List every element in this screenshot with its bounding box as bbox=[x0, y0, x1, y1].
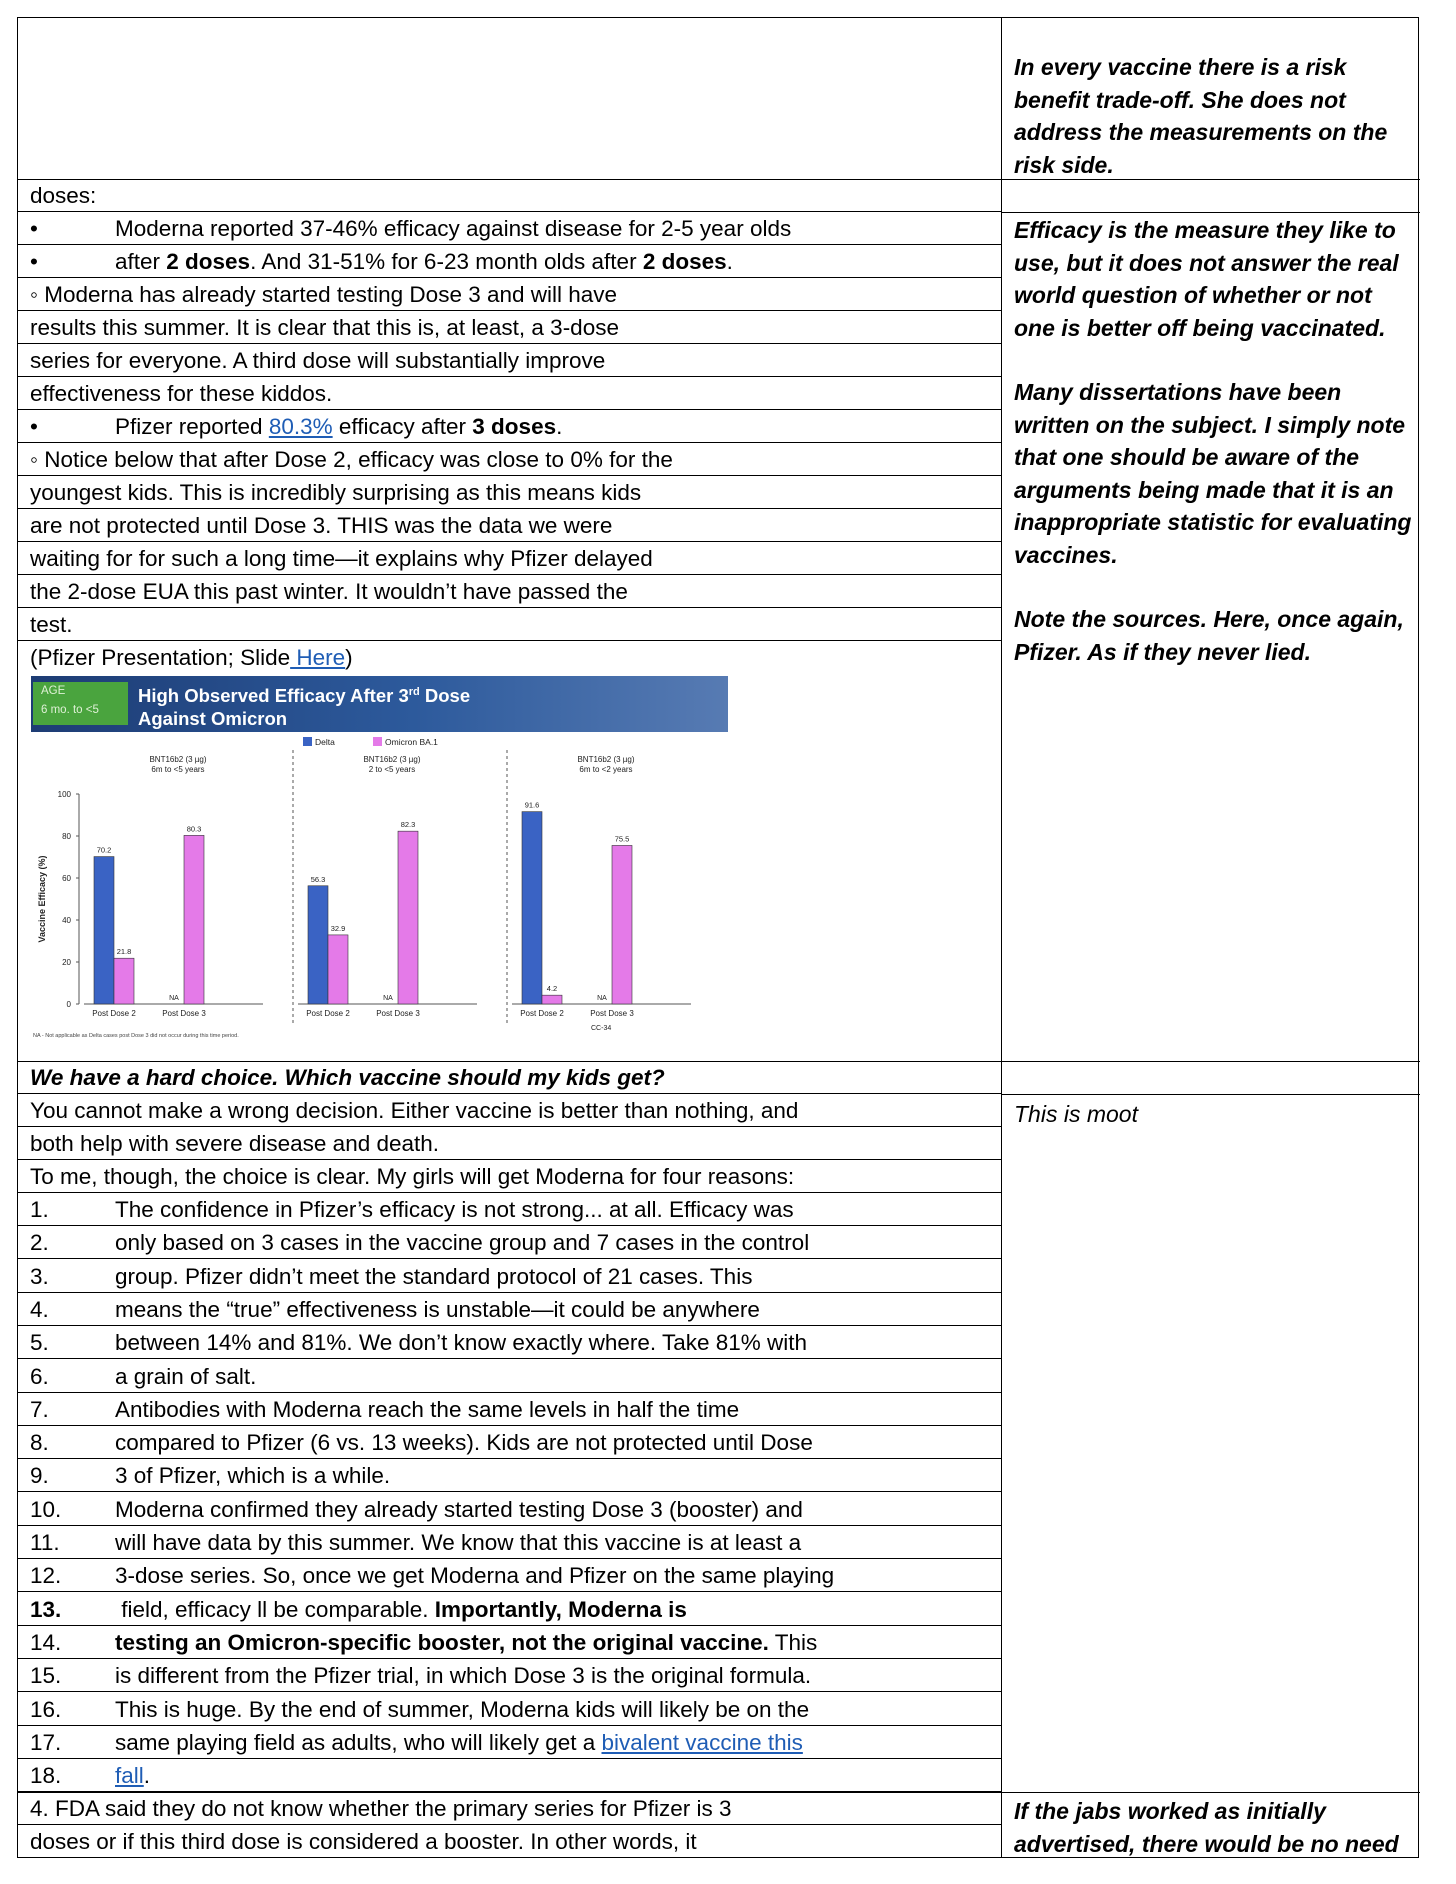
numbered-item: 14. testing an Omicron-specific booster, not the original vaccine. This bbox=[18, 1626, 1001, 1659]
y-tick-label: 20 bbox=[62, 958, 71, 967]
text-row: ◦ Notice below that after Dose 2, efficacy was close to 0% for the bbox=[18, 443, 1001, 476]
numbered-item: 7. Antibodies with Moderna reach the same levels in half the time bbox=[18, 1393, 1001, 1426]
numbered-item: 13. field, efficacy ll be comparable. Importantly, Moderna is bbox=[18, 1593, 1001, 1626]
y-tick-label: 60 bbox=[62, 874, 71, 883]
bar-value-label: 4.2 bbox=[546, 984, 558, 994]
panel-title: BNT16b2 (3 µg) bbox=[149, 755, 207, 764]
bullet-row: • Moderna reported 37-46% efficacy against disease for 2-5 year olds bbox=[18, 212, 1001, 245]
slide-code: CC-34 bbox=[591, 1025, 612, 1032]
bar bbox=[542, 995, 562, 1004]
text-row: doses or if this third dose is considered a booster. In other words, it bbox=[30, 1829, 697, 1854]
document-page bbox=[17, 17, 1419, 1858]
text-row: results this summer. It is clear that this is, at least, a 3-dose bbox=[18, 311, 1001, 344]
bar bbox=[114, 958, 134, 1004]
legend-swatch-omicron bbox=[373, 737, 382, 746]
right-rule bbox=[1001, 1061, 1420, 1062]
bar-value-label: 21.8 bbox=[116, 947, 132, 957]
section-heading: We have a hard choice. Which vaccine should my kids get? bbox=[18, 1061, 1001, 1094]
numbered-item: 8. compared to Pfizer (6 vs. 13 weeks). Kids are not protected until Dose bbox=[18, 1426, 1001, 1459]
na-label: NA bbox=[383, 995, 393, 1002]
bullet-row: • Pfizer reported 80.3% efficacy after 3 doses. bbox=[18, 410, 1001, 443]
slide-title: High Observed Efficacy After 3rd Dose Against Omicron bbox=[138, 685, 471, 730]
numbered-item: 3. group. Pfizer didn’t meet the standard protocol of 21 cases. This bbox=[18, 1260, 1001, 1293]
bar bbox=[612, 845, 632, 1004]
x-category-label: Post Dose 2 bbox=[306, 1009, 350, 1018]
bar-value-label: 80.3 bbox=[186, 824, 202, 834]
text-row: test. bbox=[18, 608, 1001, 641]
text-row: both help with severe disease and death. bbox=[18, 1127, 1001, 1160]
bar-value-label: 75.5 bbox=[614, 834, 630, 844]
text-row: You cannot make a wrong decision. Either vaccine is better than nothing, and bbox=[18, 1094, 1001, 1127]
x-category-label: Post Dose 2 bbox=[520, 1009, 564, 1018]
column-divider bbox=[1001, 18, 1002, 1857]
y-tick-label: 100 bbox=[57, 790, 71, 799]
numbered-item: 1. The confidence in Pfizer’s efficacy is not strong... at all. Efficacy was bbox=[18, 1193, 1001, 1226]
comment-jabs: If the jabs worked as initially advertised, there would be no need bbox=[1014, 1798, 1399, 1857]
numbered-item: 15. is different from the Pfizer trial, in which Dose 3 is the original formula. bbox=[18, 1659, 1001, 1692]
text-row: the 2-dose EUA this past winter. It wouldn’t have passed the bbox=[18, 575, 1001, 608]
x-category-label: Post Dose 2 bbox=[92, 1009, 136, 1018]
bar-value-label: 91.6 bbox=[524, 800, 540, 810]
y-tick-label: 40 bbox=[62, 916, 71, 925]
text-row: series for everyone. A third dose will substantially improve bbox=[18, 344, 1001, 377]
x-category-label: Post Dose 3 bbox=[590, 1009, 634, 1018]
right-rule bbox=[1001, 1094, 1420, 1095]
x-category-label: Post Dose 3 bbox=[376, 1009, 420, 1018]
numbered-item: 18. fall. bbox=[18, 1759, 1001, 1792]
bar-value-label: 82.3 bbox=[400, 820, 416, 830]
bar-value-label: 70.2 bbox=[96, 845, 112, 855]
panel-subtitle: 6m to <2 years bbox=[579, 765, 633, 774]
text-row: ◦ Moderna has already started testing Dose 3 and will have bbox=[18, 278, 1001, 311]
panel-title: BNT16b2 (3 µg) bbox=[363, 755, 421, 764]
slide-footnote: NA - Not applicable as Delta cases post Dose 3 did not occur during this time period. bbox=[33, 1033, 239, 1039]
numbered-item: 16. This is huge. By the end of summer, Moderna kids will likely be on the bbox=[18, 1693, 1001, 1726]
panel-title: BNT16b2 (3 µg) bbox=[577, 755, 635, 764]
legend-label-omicron: Omicron BA.1 bbox=[385, 737, 438, 747]
y-axis-label: Vaccine Efficacy (%) bbox=[37, 855, 47, 943]
text-row: 4. FDA said they do not know whether the primary series for Pfizer is 3 bbox=[18, 1792, 1001, 1825]
bar bbox=[184, 835, 204, 1004]
bar-value-label: 56.3 bbox=[310, 874, 326, 884]
text-row: effectiveness for these kiddos. bbox=[18, 377, 1001, 410]
right-rule bbox=[1001, 212, 1420, 213]
age-box: AGE 6 mo. to <5 bbox=[33, 682, 128, 725]
x-category-label: Post Dose 3 bbox=[162, 1009, 206, 1018]
text-row: To me, though, the choice is clear. My girls will get Moderna for four reasons: bbox=[18, 1160, 1001, 1193]
panel-subtitle: 2 to <5 years bbox=[368, 765, 416, 774]
numbered-item: 9. 3 of Pfizer, which is a while. bbox=[18, 1459, 1001, 1492]
numbered-item: 12. 3-dose series. So, once we get Moderna and Pfizer on the same playing bbox=[18, 1559, 1001, 1592]
bar-chart bbox=[31, 732, 731, 1061]
na-label: NA bbox=[597, 995, 607, 1002]
source-line: (Pfizer Presentation; Slide Here) bbox=[30, 645, 353, 670]
inline-link[interactable]: 80.3% bbox=[268, 414, 333, 439]
numbered-item: 10. Moderna confirmed they already started testing Dose 3 (booster) and bbox=[18, 1493, 1001, 1526]
bar bbox=[398, 831, 418, 1004]
numbered-item: 4. means the “true” effectiveness is unstable—it could be anywhere bbox=[18, 1293, 1001, 1326]
numbered-item: 6. a grain of salt. bbox=[18, 1360, 1001, 1393]
comment-dissertations: Many dissertations have been written on the subject. I simply note that one should be aware of the arguments being made that it is an inappropriate statistic for evaluating vaccines. bbox=[1014, 379, 1412, 568]
numbered-item: 5. between 14% and 81%. We don’t know exactly where. Take 81% with bbox=[18, 1326, 1001, 1359]
right-rule bbox=[1001, 1792, 1420, 1793]
y-tick-label: 80 bbox=[62, 832, 71, 841]
legend-swatch-delta bbox=[303, 737, 312, 746]
bullet-row: • after 2 doses. And 31-51% for 6-23 month olds after 2 doses. bbox=[18, 245, 1001, 278]
comment-sources: Note the sources. Here, once again, Pfizer. As if they never lied. bbox=[1014, 606, 1404, 665]
slide-title-bar bbox=[31, 676, 728, 732]
bar bbox=[328, 935, 348, 1004]
inline-link[interactable]: fall bbox=[115, 1763, 144, 1789]
bar bbox=[94, 857, 114, 1004]
panel-subtitle: 6m to <5 years bbox=[151, 765, 205, 774]
inline-link[interactable]: bivalent vaccine this bbox=[601, 1729, 803, 1755]
comment-moot: This is moot bbox=[1014, 1101, 1138, 1127]
slide-here-link[interactable]: Here bbox=[290, 645, 346, 670]
comment-efficacy bbox=[1014, 214, 1414, 700]
efficacy-chart-slide bbox=[31, 676, 731, 1061]
legend-label-delta: Delta bbox=[315, 737, 335, 747]
numbered-item: 17. same playing field as adults, who will likely get a bivalent vaccine this bbox=[18, 1726, 1001, 1759]
comment-risk-benefit: In every vaccine there is a risk benefit trade-off. She does not address the measurements on the risk side. bbox=[1014, 54, 1388, 178]
text-row: waiting for for such a long time—it explains why Pfizer delayed bbox=[18, 542, 1001, 575]
bar bbox=[308, 886, 328, 1004]
text-row: youngest kids. This is incredibly surprising as this means kids bbox=[18, 476, 1001, 509]
text-row: doses: bbox=[18, 179, 1001, 212]
y-tick-label: 0 bbox=[66, 1000, 71, 1009]
na-label: NA bbox=[169, 995, 179, 1002]
bar-value-label: 32.9 bbox=[330, 923, 346, 933]
comment-efficacy-measure: Efficacy is the measure they like to use, but it does not answer the real world question of whether or not one is better off being vaccinated. bbox=[1014, 217, 1399, 341]
numbered-item: 11. will have data by this summer. We know that this vaccine is at least a bbox=[18, 1526, 1001, 1559]
numbered-item: 2. only based on 3 cases in the vaccine group and 7 cases in the control bbox=[18, 1226, 1001, 1259]
bar bbox=[522, 812, 542, 1004]
text-row: are not protected until Dose 3. THIS was the data we were bbox=[18, 509, 1001, 542]
